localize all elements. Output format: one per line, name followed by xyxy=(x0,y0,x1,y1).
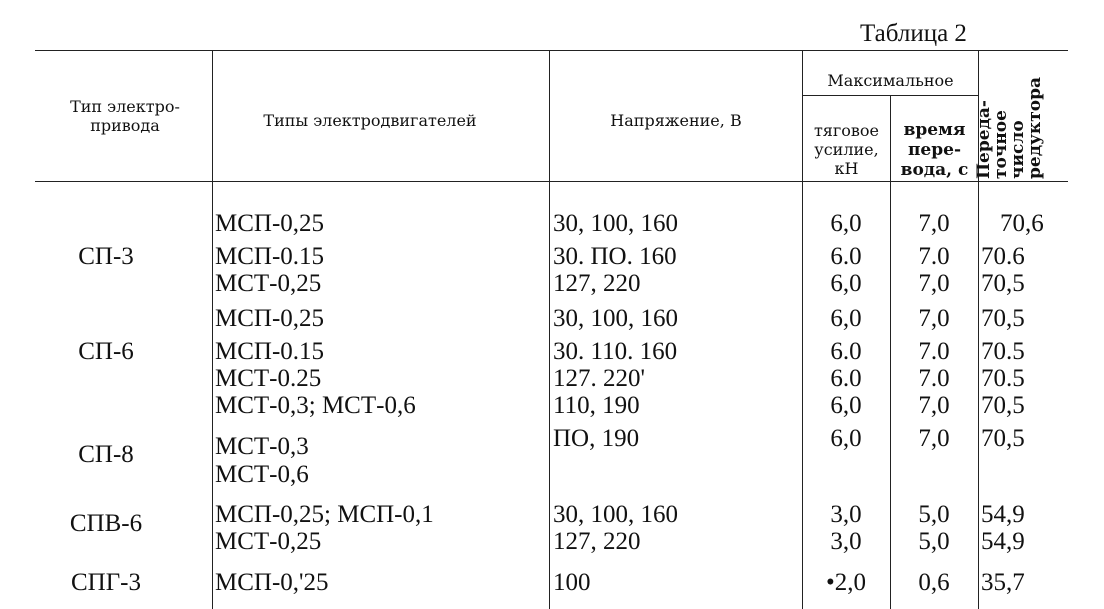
header-voltage: Напряжение, В xyxy=(610,111,742,130)
motor-cell: МСП-0.15 xyxy=(215,338,325,365)
header-drive-type-line: Тип электро- xyxy=(70,97,180,116)
voltage-cell: 30, 100, 160 xyxy=(553,210,678,237)
ratio-cell: 70,5 xyxy=(981,392,1025,419)
header-bottom-rule xyxy=(35,181,1068,182)
motor-cell: МСП-0.15 xyxy=(215,243,325,270)
time-cell: 7.0 xyxy=(918,338,950,365)
motor-cell: МСП-0,25 xyxy=(215,305,325,332)
col-divider-2 xyxy=(549,50,550,609)
col-divider-1 xyxy=(212,50,213,609)
ratio-cell: 70,6 xyxy=(1000,210,1044,237)
ratio-cell: 70.6 xyxy=(981,243,1025,270)
drive-type-label: СП-3 xyxy=(78,243,134,270)
force-cell: 3,0 xyxy=(830,501,862,528)
time-cell: 5,0 xyxy=(918,528,950,555)
time-cell: 7,0 xyxy=(918,425,950,452)
voltage-cell: 30, 100, 160 xyxy=(553,501,678,528)
drive-type-label: СПВ-6 xyxy=(69,510,143,537)
force-cell: 6,0 xyxy=(830,425,862,452)
drive-type-label: СПГ-3 xyxy=(70,569,141,596)
ratio-cell: 70.5 xyxy=(981,365,1025,392)
motor-cell: МСТ-0,25 xyxy=(215,528,322,555)
header-force xyxy=(803,121,890,178)
time-cell: 7,0 xyxy=(918,210,950,237)
drive-type-label: СП-6 xyxy=(78,338,134,365)
drive-type-label: СП-8 xyxy=(78,441,134,468)
motor-cell: МСП-0,25 xyxy=(215,210,325,237)
motor-cell: МСП-0,25; МСП-0,1 xyxy=(215,501,434,528)
ratio-cell: 35,7 xyxy=(981,569,1025,596)
header-ratio-line: редуктора xyxy=(1025,77,1045,179)
voltage-cell: 30, 100, 160 xyxy=(553,305,678,332)
header-motor-types: Типы электродвигателей xyxy=(263,111,477,130)
motor-cell: МСТ-0.25 xyxy=(215,365,322,392)
header-force-line: кН xyxy=(834,159,859,178)
voltage-cell: 30. ПО. 160 xyxy=(553,243,677,270)
motor-cell: МСТ-0,3 xyxy=(215,433,309,460)
header-time xyxy=(891,120,978,180)
ratio-cell: 70.5 xyxy=(981,338,1025,365)
header-force-line: тяговое xyxy=(813,121,880,140)
voltage-cell: 30. 110. 160 xyxy=(553,338,678,365)
force-cell: 6.0 xyxy=(830,365,862,392)
header-ratio-line: точное xyxy=(991,110,1011,179)
force-cell: 3,0 xyxy=(830,528,862,555)
time-cell: 7,0 xyxy=(918,305,950,332)
time-cell: 7,0 xyxy=(918,270,950,297)
force-cell: 6,0 xyxy=(830,270,862,297)
header-ratio xyxy=(974,62,1072,179)
time-cell: 7,0 xyxy=(918,392,950,419)
voltage-cell: 100 xyxy=(553,569,591,596)
force-cell: 6,0 xyxy=(830,305,862,332)
table-caption: Таблица 2 xyxy=(860,20,967,47)
header-force-line: усилие, xyxy=(814,140,879,159)
force-cell: 6,0 xyxy=(830,210,862,237)
table-top-rule xyxy=(35,50,1068,51)
ratio-cell: 54,9 xyxy=(981,528,1025,555)
force-cell: •2,0 xyxy=(825,569,866,596)
header-time-line: пере- xyxy=(907,140,962,160)
motor-cell: МСТ-0,25 xyxy=(215,270,322,297)
motor-cell: МСТ-0,3; МСТ-0,6 xyxy=(215,392,416,419)
header-drive-type-line: привода xyxy=(90,116,160,135)
voltage-cell: 127, 220 xyxy=(553,528,641,555)
header-ratio-line: Переда- xyxy=(974,100,994,179)
header-time-line: вода, с xyxy=(900,160,969,180)
time-cell: 7.0 xyxy=(918,365,950,392)
header-drive-type xyxy=(40,97,210,135)
header-ratio-line: число xyxy=(1008,120,1028,179)
header-time-line: время xyxy=(903,120,966,140)
voltage-cell: 110, 190 xyxy=(553,392,640,419)
ratio-cell: 70,5 xyxy=(981,305,1025,332)
voltage-cell: 127, 220 xyxy=(553,270,641,297)
force-cell: 6.0 xyxy=(830,243,862,270)
ratio-cell: 70,5 xyxy=(981,270,1025,297)
motor-cell: МСП-0,'25 xyxy=(215,569,329,596)
ratio-cell: 70,5 xyxy=(981,425,1025,452)
force-cell: 6.0 xyxy=(830,338,862,365)
force-cell: 6,0 xyxy=(830,392,862,419)
time-cell: 5,0 xyxy=(918,501,950,528)
voltage-cell: 127. 220' xyxy=(553,365,646,392)
time-cell: 7.0 xyxy=(918,243,950,270)
time-cell: 0,6 xyxy=(918,569,950,596)
ratio-cell: 54,9 xyxy=(981,501,1025,528)
motor-cell: МСТ-0,6 xyxy=(215,461,309,488)
voltage-cell: ПО, 190 xyxy=(553,425,640,452)
header-max: Максимальное xyxy=(827,71,954,90)
